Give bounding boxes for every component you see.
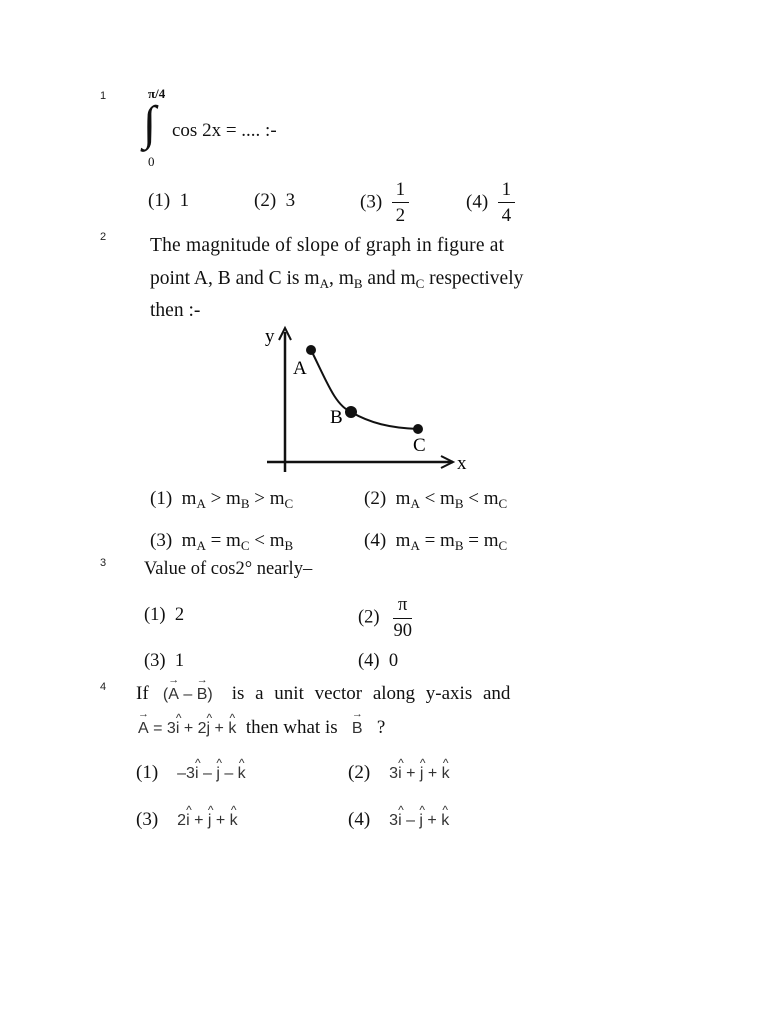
q1-option-1[interactable]: (1) 1 xyxy=(148,190,190,211)
question-number-2: 2 xyxy=(100,231,107,243)
point-a-label: A xyxy=(293,358,307,379)
q2-option-3[interactable]: (3) $m_A = m_C < m_B$ xyxy=(150,530,294,553)
point-c-marker xyxy=(413,424,423,434)
integral-upper-limit: π/4 xyxy=(148,86,166,101)
q4-option-1[interactable]: (1) –3^ i – ^ j – ^ k xyxy=(136,762,246,784)
fraction-pi-over-90: $\frac{\pi}{90}$ xyxy=(393,595,412,641)
q3-option-1[interactable]: (1) 2 xyxy=(144,605,185,625)
q2-text-line1: The magnitude of slope of graph in figure at xyxy=(150,235,505,256)
integral-sign: ∫ xyxy=(143,97,157,150)
q2-text-line3: then :- xyxy=(150,300,201,321)
integral-lower-limit: 0 xyxy=(148,154,155,169)
question-number-3: 3 xyxy=(100,557,107,569)
q3-option-4[interactable]: (4) 0 xyxy=(358,651,399,671)
q4-option-4[interactable]: (4) 3^ i – ^ j + ^ k xyxy=(348,809,449,831)
q3-option-3[interactable]: (3) 1 xyxy=(144,651,185,671)
point-b-marker xyxy=(345,406,357,418)
q2-option-2[interactable]: (2) $m_A < m_B < m_C$ xyxy=(364,488,508,511)
point-b-label: B xyxy=(330,407,343,428)
q4-option-3[interactable]: (3) 2^ i + ^ j + ^ k xyxy=(136,809,238,831)
fraction-one-half: $\frac{1}{2}$ xyxy=(392,180,410,225)
graph-curve xyxy=(311,350,418,429)
q4-option-2[interactable]: (2) 3^ i + ^ j + ^ k xyxy=(348,762,450,784)
q1-option-4[interactable]: (4) $\frac{1}{4}$ xyxy=(466,180,515,225)
x-axis-label: x xyxy=(457,453,467,474)
fraction-one-quarter: $\frac{1}{4}$ xyxy=(498,180,516,225)
q3-text: Value of cos2° nearly– xyxy=(144,559,313,579)
q1-option-2[interactable]: (2) 3 xyxy=(254,190,296,211)
q1-option-3[interactable]: (3) $\frac{1}{2}$ xyxy=(360,180,409,225)
point-a-marker xyxy=(306,345,316,355)
question-number-4: 4 xyxy=(100,681,107,693)
vector-a-eq: → A xyxy=(138,720,149,738)
y-axis-label: y xyxy=(265,326,275,347)
q2-option-4[interactable]: (4) $m_A = m_B = m_C$ xyxy=(364,530,508,553)
point-c-label: C xyxy=(413,435,426,456)
q4-text-line2: → A = 3^ i + 2^ j + ^ k then what is → B ? xyxy=(138,717,385,739)
vector-b-question: → B xyxy=(352,720,363,738)
integral-expression: cos 2x = .... :- xyxy=(172,120,277,141)
q3-option-2[interactable]: (2) $\frac{\pi}{90}$ xyxy=(358,595,412,641)
q2-option-1[interactable]: (1) $m_A > m_B > m_C$ xyxy=(150,488,294,511)
question-number-1: 1 xyxy=(100,90,107,102)
vector-a: → A xyxy=(168,686,179,704)
vector-b: → B xyxy=(197,686,208,704)
q4-text-line1: If (→ A – → B) is a unit vector along y-axis and xyxy=(136,683,510,705)
slope-graph-figure xyxy=(255,320,485,480)
q2-text-line2: point A, B and C is $m_A$, $m_B$ and $m_C$ respectively xyxy=(150,268,524,291)
